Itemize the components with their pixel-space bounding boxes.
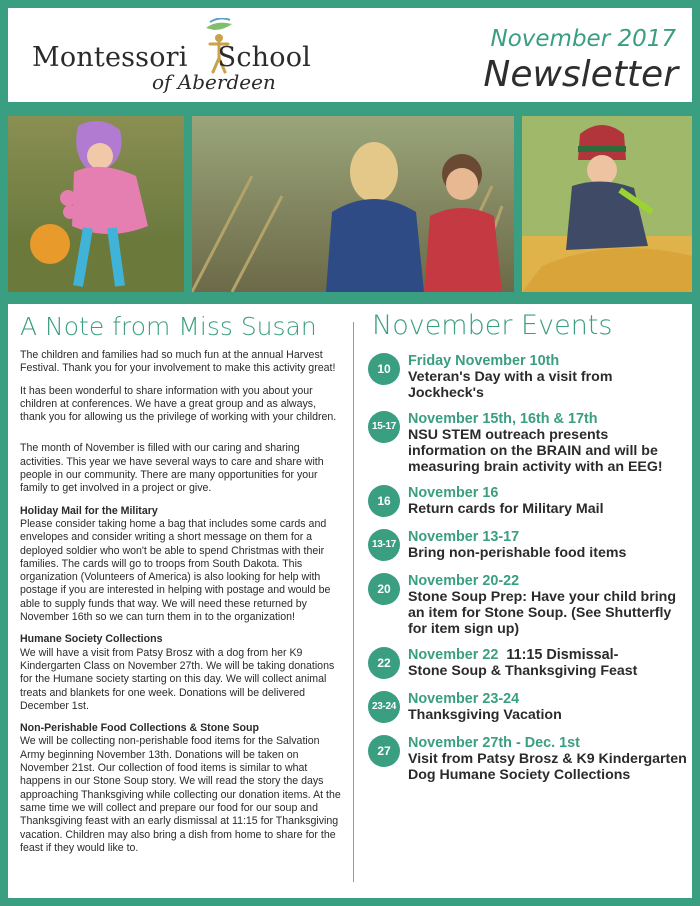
event-date: November 16 [408,485,499,501]
column-divider [353,322,354,882]
event-badge: 22 [368,647,400,679]
event-date: November 15th, 16th & 17th [408,411,598,427]
event-description: Stone Soup & Thanksgiving Feast [408,663,638,679]
event-description: Thanksgiving Vacation [408,707,562,723]
event-item [364,411,688,475]
military-mail-heading: Holiday Mail for the Military [20,504,158,517]
event-item [364,735,688,783]
logo-text-bottom: of Aberdeen [152,70,276,94]
photo-two-children [192,116,514,292]
food-collection-heading: Non-Perishable Food Collections & Stone Soup [20,722,259,735]
content-panel [8,304,692,898]
event-date: November 23-24 [408,691,520,707]
event-item [364,353,688,401]
event-description: Stone Soup Prep: Have your child bring an item for Stone Soup. (See Shutterfly for item sign up) [408,589,677,637]
event-item [364,691,688,725]
event-badge: 20 [368,573,400,605]
photo-strip [0,110,700,300]
event-extra: 11:15 Dismissal- [506,647,619,663]
event-date-text: November 22 [408,647,499,663]
humane-society-heading: Humane Society Collections [20,633,163,646]
event-badge: 15-17 [368,411,400,443]
event-item [364,529,688,563]
event-description: Return cards for Military Mail [408,501,604,517]
school-logo [24,18,354,98]
event-badge: 27 [368,735,400,767]
note-paragraph: The children and families had so much fun at the annual Harvest Festival. Thank you for your involvement to make this activity great! [20,349,336,375]
event-date: November 20-22 [408,573,520,589]
event-description: Bring non-perishable food items [408,545,627,561]
note-paragraph: The month of November is filled with our caring and sharing activities. This year we have several ways to care and share with people in our community. There are many opportunities for your family to get involved in a project or give. [20,442,324,495]
event-badge: 10 [368,353,400,385]
event-badge: 23-24 [368,691,400,723]
event-date: November 27th - Dec. 1st [408,735,580,751]
event-date [408,647,688,663]
photo-boy-in-corn [522,116,692,292]
humane-society-body: We will have a visit from Patsy Brosz with a dog from her K9 Kindergarten Class on November 27th. We will be taking donations for the Humane society starting on this day. We will collect animal treats and blankets for one week. Donations will be delivered December 1st. [20,646,335,712]
event-date: November 13-17 [408,529,520,545]
header [8,8,692,102]
note-paragraph: It has been wonderful to share information with you about your children at conferences. We have a great group and as always, thank you for allowing us the privilege of working with your children. [20,384,337,424]
events-column [364,310,688,793]
event-item [364,485,688,519]
note-column [20,312,342,864]
food-collection-body: We will be collecting non-perishable food items for the Salvation Army beginning November 13th. Donations will be taken on November 21st. Our collection of food items is similar to what happens in our Stone Soup story. We will read the story the days approaching Thanksgiving while collecting our donation items. At the same time we will collect and prepare our food for our soup and Thanksgiving feast with an early dismissal at 11:15 for Thanksgiving vacation. Children may also bring a dish from home to share for the feast if they would like to. [20,735,341,854]
event-badge: 16 [368,485,400,517]
event-item [364,647,688,681]
event-description: Veteran's Day with a visit from Jockheck's [408,369,613,401]
issue-date: November 2017 [490,26,676,52]
event-description: Visit from Patsy Brosz & K9 Kindergarten Dog Humane Society Collections [408,751,687,783]
logo-text-top: Montessori School [32,42,311,73]
event-item [364,573,688,637]
event-description: NSU STEM outreach presents information on the BRAIN and will be measuring brain activity with an EEG! [408,427,663,475]
events-title: November Events [372,310,613,341]
note-title: A Note from Miss Susan [20,312,317,341]
military-mail-body: Please consider taking home a bag that includes some cards and envelopes and consider writing a short message on them for a deployed soldier who won't be able to spend Christmas with their families. The cards will go to troops from South Dakota. This organization (Volunteers of America) is also looking for help with postage if you are interested in helping with postage and would be able to supply funds that way. We will need these returned by November 16th so we can turn them in to the organization! [20,517,331,624]
newsletter-title: Newsletter [483,54,678,95]
photo-girl-with-pumpkin [8,116,184,292]
event-badge: 13-17 [368,529,400,561]
event-date: Friday November 10th [408,353,560,369]
